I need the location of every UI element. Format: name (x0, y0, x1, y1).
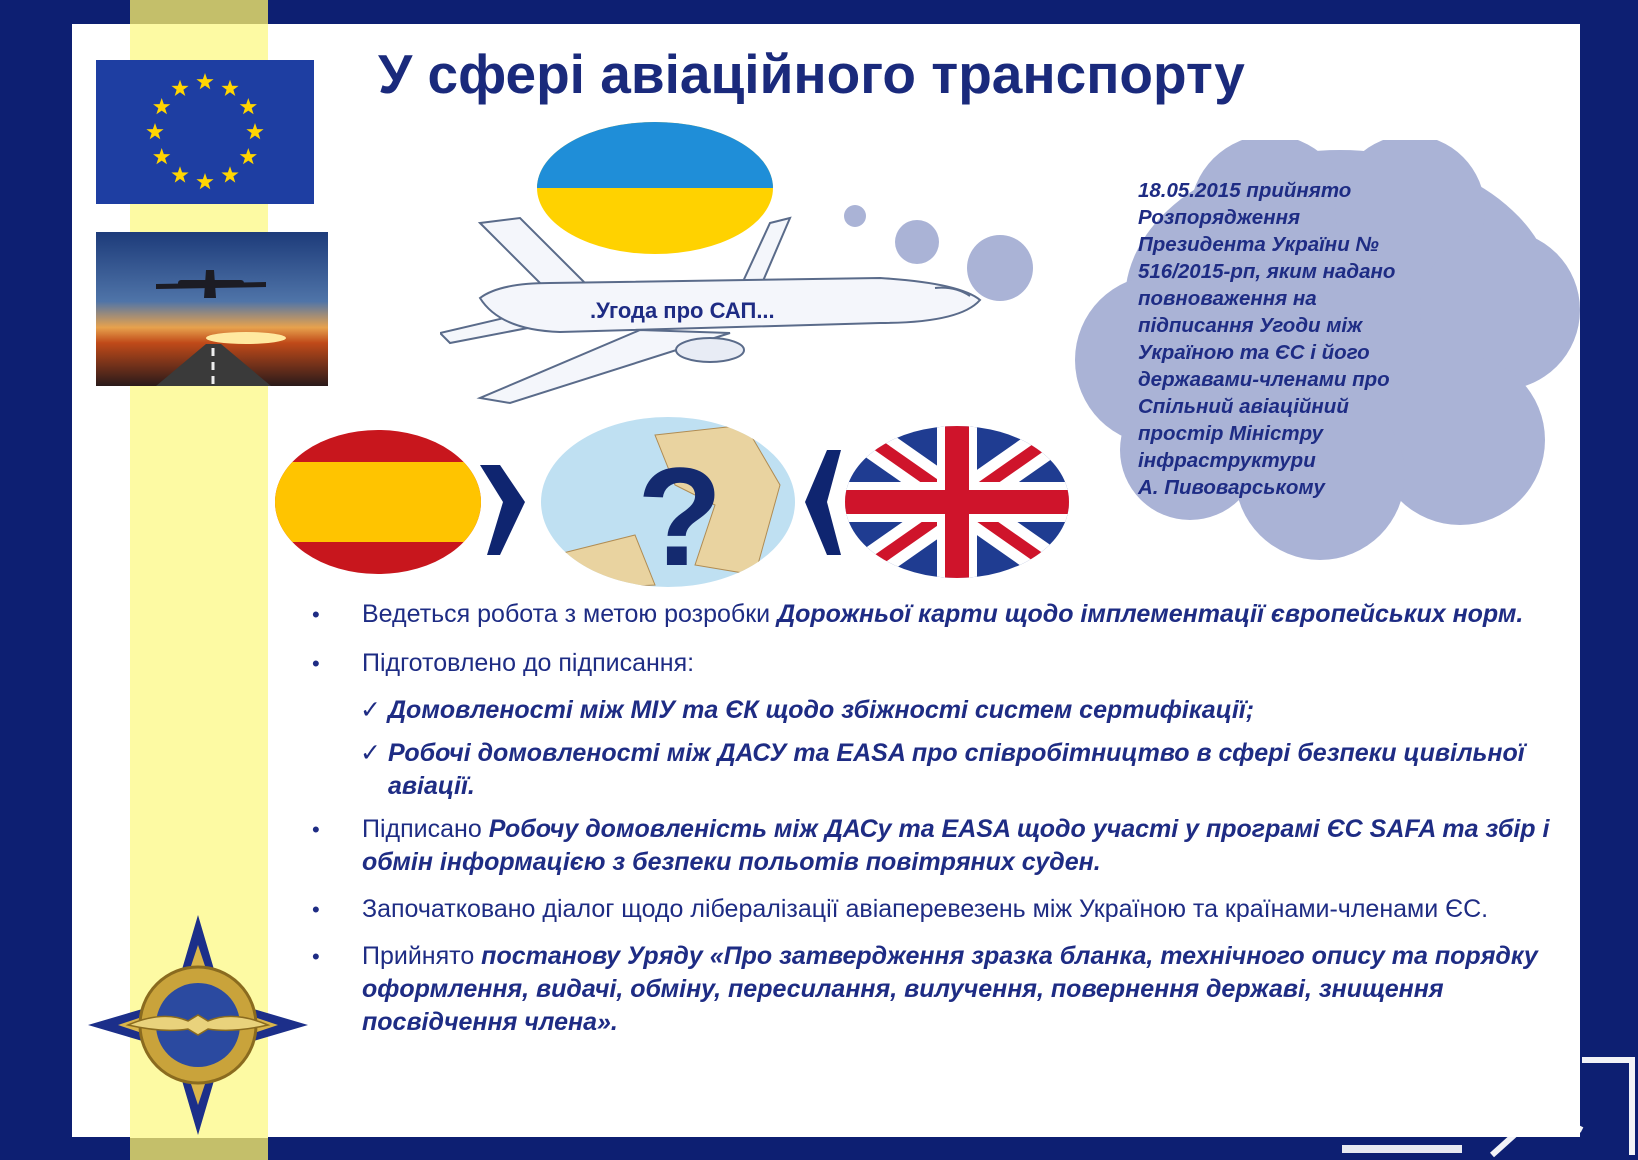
bullet-list (312, 598, 1570, 1039)
spain-flag-icon (275, 430, 485, 574)
cloud-line: Розпорядження (1138, 206, 1301, 229)
slide-title: У сфері авіаційного транспорту (378, 43, 1245, 105)
cloud-line: інфраструктури (1138, 449, 1316, 472)
cloud-line: Україною та ЄС і його (1138, 341, 1370, 364)
bullet-emphasis-text: Дорожньої карти щодо імплементації європейських норм. (777, 600, 1524, 628)
arrow-left-icon (805, 450, 841, 555)
airplane-takeoff-photo (96, 232, 328, 386)
check-item-certification (312, 694, 1570, 727)
flags-row (275, 415, 1085, 590)
cloud-line: простір Міністру (1138, 422, 1323, 445)
bullet-item-resolution (312, 940, 1570, 1039)
check-item-easa (312, 737, 1570, 803)
check-item-text: Робочі домовленості між ДАСУ та EASA про співробітництво в сфері безпеки цивільної авіації. (388, 739, 1525, 800)
cloud-line: повноваження на (1138, 287, 1317, 310)
bullet-emphasis-text: постанову Уряду «Про затвердження зразка бланка, технічного опису та порядку оформлення, видачі, обміну, пересилання, вилучення, повернення державі, знищення посвідчення члена». (362, 942, 1538, 1036)
bullet-item-prepared (312, 647, 1570, 680)
map-globe-icon (541, 417, 795, 590)
checkmark-icon: ✓ (360, 739, 381, 767)
eu-flag-icon (96, 60, 314, 204)
cloud-line: 18.05.2015 прийнято (1138, 179, 1352, 202)
cloud-line: Спільний авіаційний (1138, 395, 1349, 418)
arrow-right-icon (480, 465, 525, 555)
cloud-text (1138, 177, 1468, 501)
aviation-agency-emblem-icon (88, 915, 308, 1135)
checkmark-icon: ✓ (360, 696, 381, 724)
question-mark: ? (637, 438, 723, 590)
bullet-item-liberalization (312, 893, 1570, 926)
bullet-item-roadmap (312, 598, 1570, 631)
bullet-plain-text: Підписано (362, 815, 489, 843)
cloud-line: А. Пивоварському (1138, 476, 1325, 499)
strip-bottom-band (130, 1138, 268, 1160)
bullet-plain-text: Підготовлено до підписання: (362, 649, 695, 677)
thought-bubbles (840, 200, 1040, 310)
corner-watermark-graphic (1332, 1040, 1638, 1160)
bullet-plain-text: Прийнято (362, 942, 482, 970)
bullet-plain-text: Ведеться робота з метою розробки (362, 600, 778, 628)
plane-banner-text: .Угода про САП... (590, 298, 775, 323)
check-item-text: Домовленості між МІУ та ЄК щодо збіжності систем сертифікації; (388, 696, 1255, 724)
bullet-emphasis-text: Робочу домовленість між ДАСу та EASA щодо участі у програмі ЄС SAFA та збір і обмін інформацією з безпеки польотів повітряних суден. (362, 815, 1550, 876)
bullet-item-safa (312, 813, 1570, 879)
cloud-line: державами-членами про (1138, 368, 1390, 391)
cloud-line: Президента України № (1138, 233, 1379, 256)
strip-top-band (130, 0, 268, 24)
cloud-line: підписання Угоди між (1138, 314, 1363, 337)
cloud-line: 516/2015-рп, яким надано (1138, 260, 1396, 283)
bullet-plain-text: Започатковано діалог щодо лібералізації авіаперевезень між Україною та країнами-членами ЄС. (362, 895, 1489, 923)
